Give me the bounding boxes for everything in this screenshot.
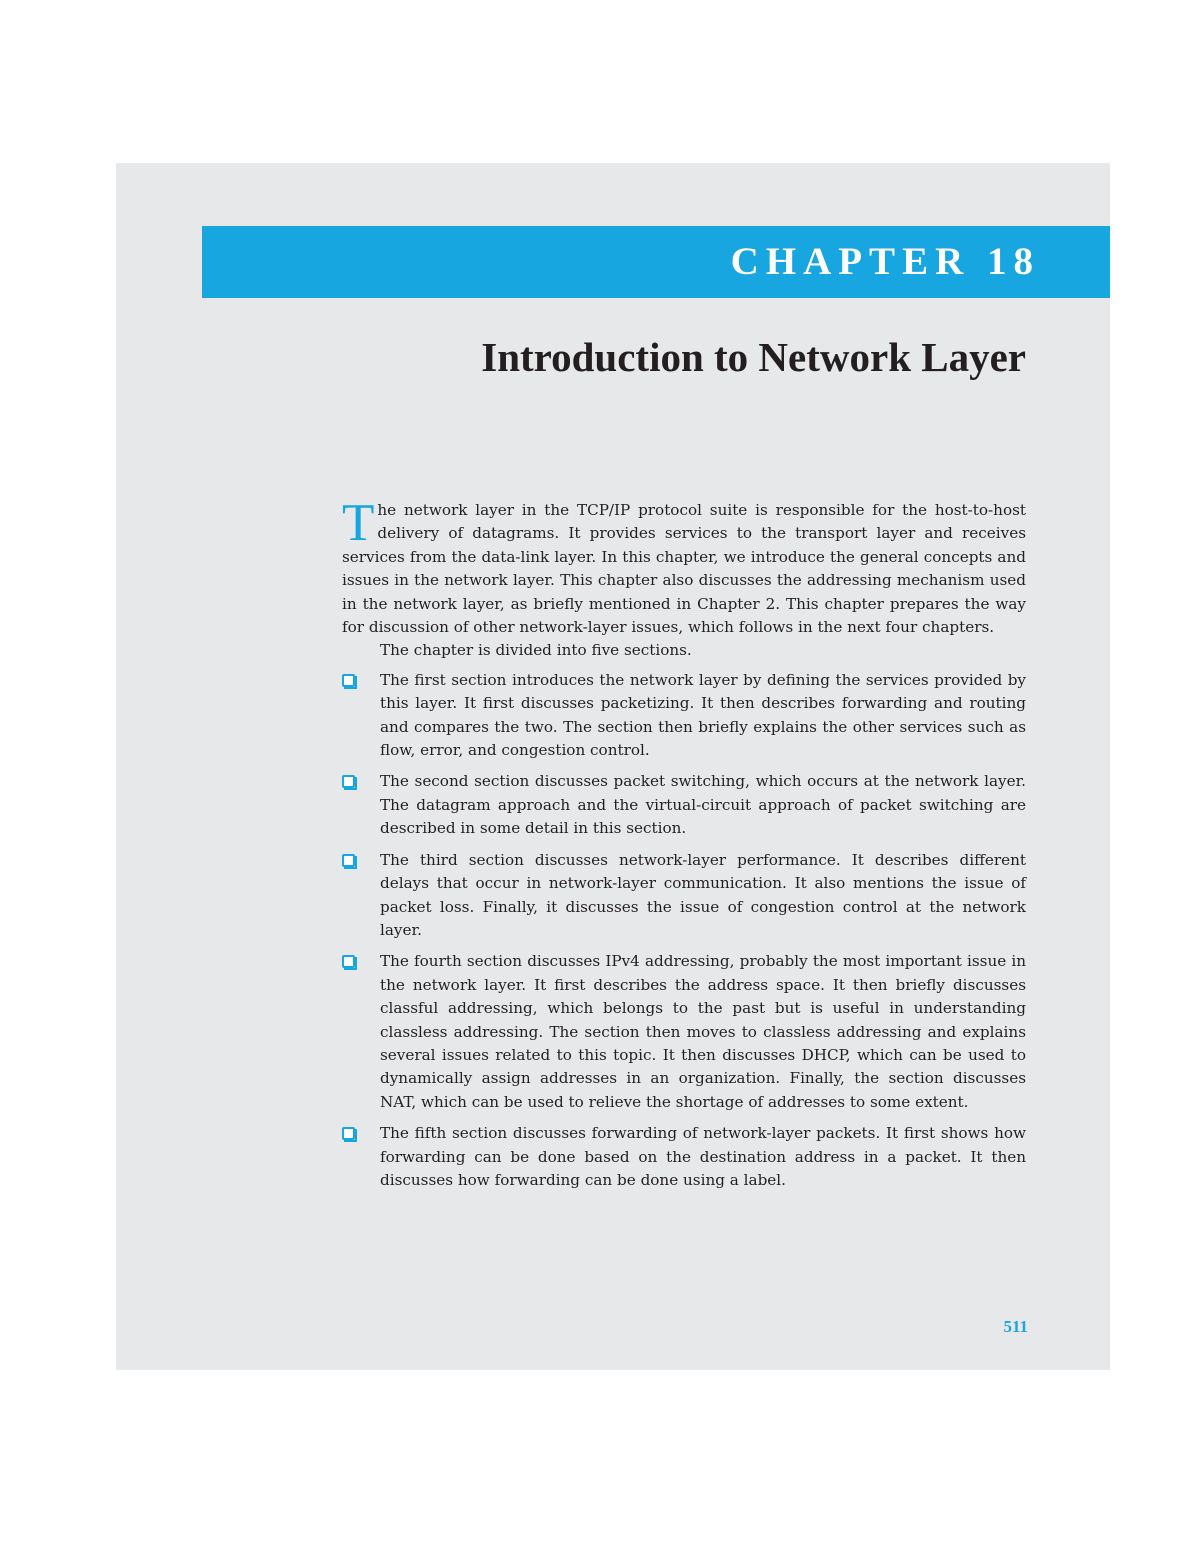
intro-text: he network layer in the TCP/IP protocol suite is responsible for the host-to-host delivery of datagrams. It provides services to the transport layer and receives services from the data-link layer. In this chapter, we introduce the general concepts and issues in the network layer. This chapter also discusses the addressing mechanism used in the network layer, as briefly mentioned in Chapter 2. This chapter prepares the way for discussion of other network-layer issues, which follows in the next four chapters. [342,501,1026,637]
sections-lead: The chapter is divided into five sections. [380,641,692,660]
section-list [342,669,1026,1193]
list-item-text: The third section discusses network-layer performance. It describes different delays that occur in network-layer communication. It also mentions the issue of packet loss. Finally, it discusses the issue of congestion control at the network layer. [380,850,1026,939]
list-item-text: The second section discusses packet switching, which occurs at the network layer. The datagram approach and the virtual-circuit approach of packet switching are described in some detail in this section. [380,772,1026,838]
list-item [342,669,1026,763]
chapter-label: CHAPTER 18 [730,240,1040,283]
book-page [116,163,1110,1370]
chapter-banner [202,226,1110,298]
chapter-body [342,494,1026,1200]
list-item [342,950,1026,1114]
checkbox-bullet-icon [342,955,355,968]
list-item [342,770,1026,840]
list-item-text: The first section introduces the network layer by defining the services provided by this layer. It first discusses packetizing. It then describes forwarding and routing and compares the two. The section then briefly explains the other services such as flow, error, and congestion control. [380,670,1026,760]
list-item [342,849,1026,943]
drop-cap: T [342,494,375,552]
list-item [342,1122,1026,1192]
checkbox-bullet-icon [342,1127,355,1140]
intro-paragraph [342,494,1026,639]
checkbox-bullet-icon [342,674,355,687]
list-item-text: The fifth section discusses forwarding of network-layer packets. It first shows how forwarding can be done based on the destination address in a packet. It then discusses how forwarding can be done using a label. [380,1124,1026,1189]
chapter-title: Introduction to Network Layer [481,334,1026,380]
list-item-text: The fourth section discusses IPv4 addressing, probably the most important issue in the network layer. It first describes the address space. It then briefly discusses classful addressing, which belongs to the past but is useful in understanding classless addressing. The section then moves to classless addressing and explains several issues related to this topic. It then discusses DHCP, which can be used to dynamically assign addresses in an organization. Finally, the section discusses NAT, which can be used to relieve the shortage of addresses to some extent. [380,952,1026,1111]
page-number: 511 [1003,1317,1028,1336]
checkbox-bullet-icon [342,854,355,867]
checkbox-bullet-icon [342,775,355,788]
